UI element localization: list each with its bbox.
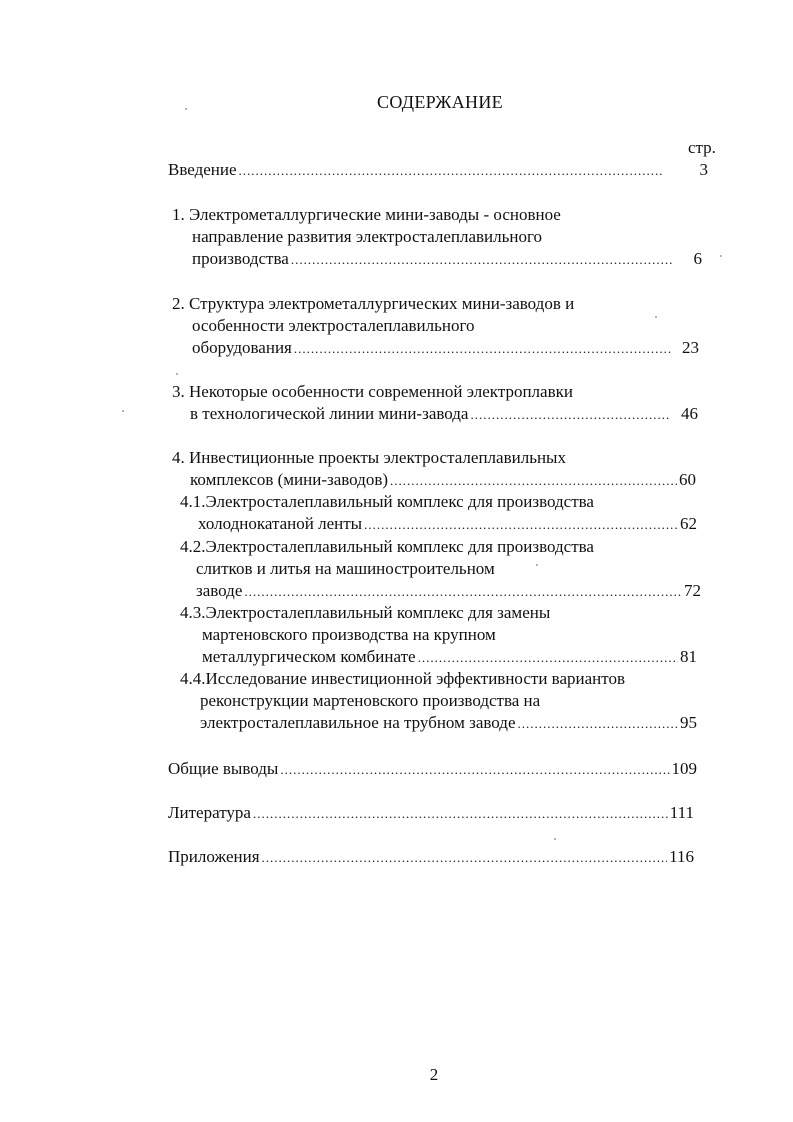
toc-page: 60 (679, 470, 696, 489)
toc-entry-ch2-line1: 2. Структура электрометаллургических мини-заводов и (172, 294, 575, 313)
dot-leader (244, 581, 682, 603)
toc-entry-appendices[interactable] (168, 846, 694, 869)
toc-label: Приложения (168, 847, 260, 866)
toc-label: электросталеплавильное на трубном заводе (200, 713, 516, 732)
toc-label: Общие выводы (168, 759, 279, 778)
page-column-header: стр. (688, 138, 716, 157)
toc-label: комплексов (мини-заводов) (190, 470, 389, 489)
toc-entry-ch2-line2: особенности электросталеплавильного (192, 316, 475, 335)
toc-entry-ch4[interactable] (190, 469, 696, 492)
toc-entry-ch4-4[interactable] (200, 712, 697, 735)
scan-speck (554, 838, 556, 840)
toc-label: производства (192, 249, 289, 268)
dot-leader (418, 647, 678, 669)
toc-page: 116 (669, 847, 694, 866)
dot-leader (262, 847, 668, 869)
dot-leader (253, 803, 668, 825)
toc-entry-ch4-2-line1: 4.2.Электросталеплавильный комплекс для производства (180, 537, 594, 556)
toc-page: 109 (671, 759, 697, 778)
dot-leader (294, 338, 672, 360)
toc-page: 72 (684, 581, 701, 600)
toc-entry-ch4-3-line1: 4.3.Электросталеплавильный комплекс для замены (180, 603, 551, 622)
scan-speck (185, 108, 187, 110)
dot-leader (291, 249, 672, 271)
toc-page: 23 (682, 338, 699, 357)
toc-entry-ch4-4-line2: реконструкции мартеновского производства на (200, 691, 541, 710)
toc-entry-ch3[interactable] (190, 403, 698, 426)
dot-leader (390, 470, 677, 492)
toc-page: 62 (680, 514, 697, 533)
toc-entry-ch1-line1: 1. Электрометаллургические мини-заводы - основное (172, 205, 561, 224)
toc-entry-ch4-1-line1: 4.1.Электросталеплавильный комплекс для производства (180, 492, 594, 511)
toc-entry-intro[interactable] (168, 159, 708, 182)
dot-leader (239, 160, 664, 182)
toc-page: 46 (681, 404, 698, 423)
toc-label: заводе (196, 581, 243, 600)
toc-entry-ch1-line2: направление развития электросталеплавильного (192, 227, 543, 246)
toc-entry-conclusions[interactable] (168, 758, 697, 781)
toc-entry-ch4-2[interactable] (196, 580, 701, 603)
toc-entry-ch3-line1: 3. Некоторые особенности современной электроплавки (172, 382, 573, 401)
scan-speck (176, 373, 178, 375)
toc-label: Литература (168, 803, 251, 822)
toc-label: металлургическом комбинате (202, 647, 416, 666)
toc-page: 95 (680, 713, 697, 732)
toc-label: оборудования (192, 338, 292, 357)
dot-leader (280, 759, 669, 781)
toc-page: 3 (699, 160, 708, 179)
toc-entry-ch4-4-line1: 4.4.Исследование инвестиционной эффективности вариантов (180, 669, 625, 688)
toc-label: холоднокатаной ленты (198, 514, 363, 533)
toc-entry-ch4-2-line2: слитков и литья на машиностроительном (196, 559, 495, 578)
dot-leader (518, 713, 679, 735)
toc-entry-ch4-3[interactable] (202, 646, 697, 669)
scan-speck (122, 410, 124, 412)
toc-label: Введение (168, 160, 237, 179)
toc-page: 81 (680, 647, 697, 666)
dot-leader (470, 404, 671, 426)
toc-page: 111 (669, 803, 694, 822)
scan-speck (655, 316, 657, 318)
dot-leader (364, 514, 678, 536)
page-number: 2 (429, 1065, 439, 1084)
toc-label: в технологической линии мини-завода (190, 404, 469, 423)
toc-entry-ch4-line1: 4. Инвестиционные проекты электросталеплавильных (172, 448, 566, 467)
toc-entry-ch1[interactable] (192, 248, 702, 271)
toc-entry-ch4-3-line2: мартеновского производства на крупном (202, 625, 496, 644)
scan-speck (720, 255, 722, 257)
page-title: СОДЕРЖАНИЕ (377, 92, 503, 112)
toc-page: 6 (693, 249, 702, 268)
scan-speck (536, 564, 538, 566)
toc-entry-literature[interactable] (168, 802, 694, 825)
toc-entry-ch2[interactable] (192, 337, 699, 360)
toc-entry-ch4-1[interactable] (198, 513, 697, 536)
